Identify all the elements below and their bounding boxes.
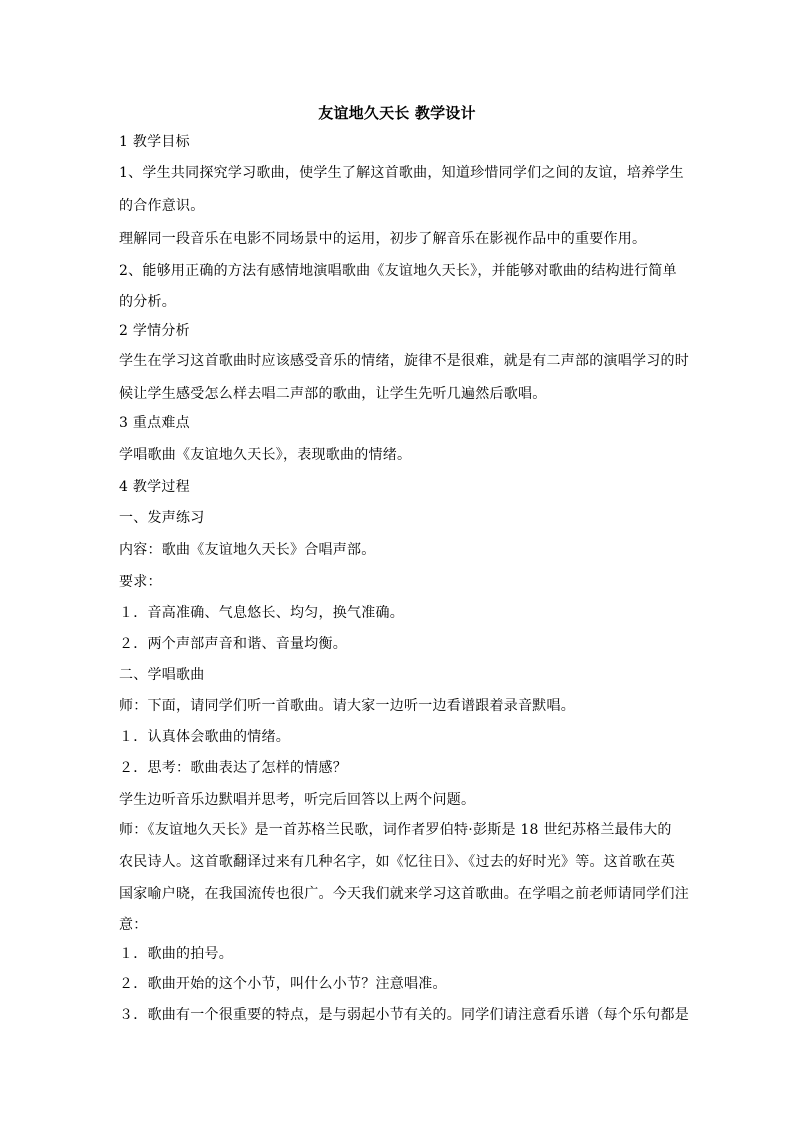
list-item: ２．歌曲开始的这个小节，叫什么小节？注意唱准。 bbox=[119, 976, 447, 992]
subsection-heading: 二、学唱歌曲 bbox=[119, 667, 205, 683]
paragraph-line: 国家喻户晓，在我国流传也很广。今天我们就来学习这首歌曲。在学唱之前老师请同学们注 bbox=[119, 886, 689, 902]
paragraph-line: 学唱歌曲《友谊地久天长》，表现歌曲的情绪。 bbox=[119, 447, 412, 463]
paragraph-line: 候让学生感受怎么样去唱二声部的歌曲，让学生先听几遍然后歌唱。 bbox=[119, 386, 547, 402]
list-item: ２．两个声部声音和谐、音量均衡。 bbox=[119, 636, 347, 652]
list-item: ３．歌曲有一个很重要的特点，是与弱起小节有关的。同学们请注意看乐谱（每个乐句都是 bbox=[119, 1007, 689, 1023]
list-item: １．认真体会歌曲的情绪。 bbox=[119, 729, 290, 745]
section-heading-keypoints: 3 重点难点 bbox=[119, 415, 190, 431]
list-item: １．音高准确、气息悠长、均匀，换气准确。 bbox=[119, 605, 404, 621]
paragraph-line: 学生边听音乐边默唱并思考，听完后回答以上两个问题。 bbox=[119, 792, 476, 808]
paragraph-line: 学生在学习这首歌曲时应该感受音乐的情绪，旋律不是很难，就是有二声部的演唱学习的时 bbox=[119, 353, 689, 369]
paragraph-line: 要求： bbox=[119, 574, 162, 590]
paragraph-line: 师：下面，请同学们听一首歌曲。请大家一边听一边看谱跟着录音默唱。 bbox=[119, 698, 575, 714]
paragraph-line: 1、学生共同探究学习歌曲，使学生了解这首歌曲，知道珍惜同学们之间的友谊，培养学生 bbox=[119, 165, 684, 181]
subsection-heading: 一、发声练习 bbox=[119, 510, 205, 526]
paragraph-line: 内容：歌曲《友谊地久天长》合唱声部。 bbox=[119, 542, 376, 558]
section-heading-analysis: 2 学情分析 bbox=[119, 323, 190, 339]
document-title: 友谊地久天长 教学设计 bbox=[318, 104, 476, 122]
paragraph-line: 师：《友谊地久天长》是一首苏格兰民歌，词作者罗伯特·彭斯是 18 世纪苏格兰最伟大的 bbox=[119, 822, 672, 838]
paragraph-line: 农民诗人。这首歌翻译过来有几种名字，如《忆往日》、《过去的好时光》等。这首歌在英 bbox=[119, 854, 675, 870]
list-item: １．歌曲的拍号。 bbox=[119, 946, 233, 962]
list-item: ２．思考：歌曲表达了怎样的情感？ bbox=[119, 760, 347, 776]
paragraph-line: 理解同一段音乐在电影不同场景中的运用，初步了解音乐在影视作品中的重要作用。 bbox=[119, 231, 647, 247]
paragraph-line: 的合作意识。 bbox=[119, 198, 205, 214]
section-heading-process: 4 教学过程 bbox=[119, 479, 190, 495]
paragraph-line: 2、能够用正确的方法有感情地演唱歌曲《友谊地久天长》，并能够对歌曲的结构进行简单 bbox=[119, 263, 677, 279]
section-heading-objectives: 1 教学目标 bbox=[119, 134, 190, 150]
paragraph-line: 的分析。 bbox=[119, 294, 176, 310]
paragraph-line: 意： bbox=[119, 917, 148, 933]
